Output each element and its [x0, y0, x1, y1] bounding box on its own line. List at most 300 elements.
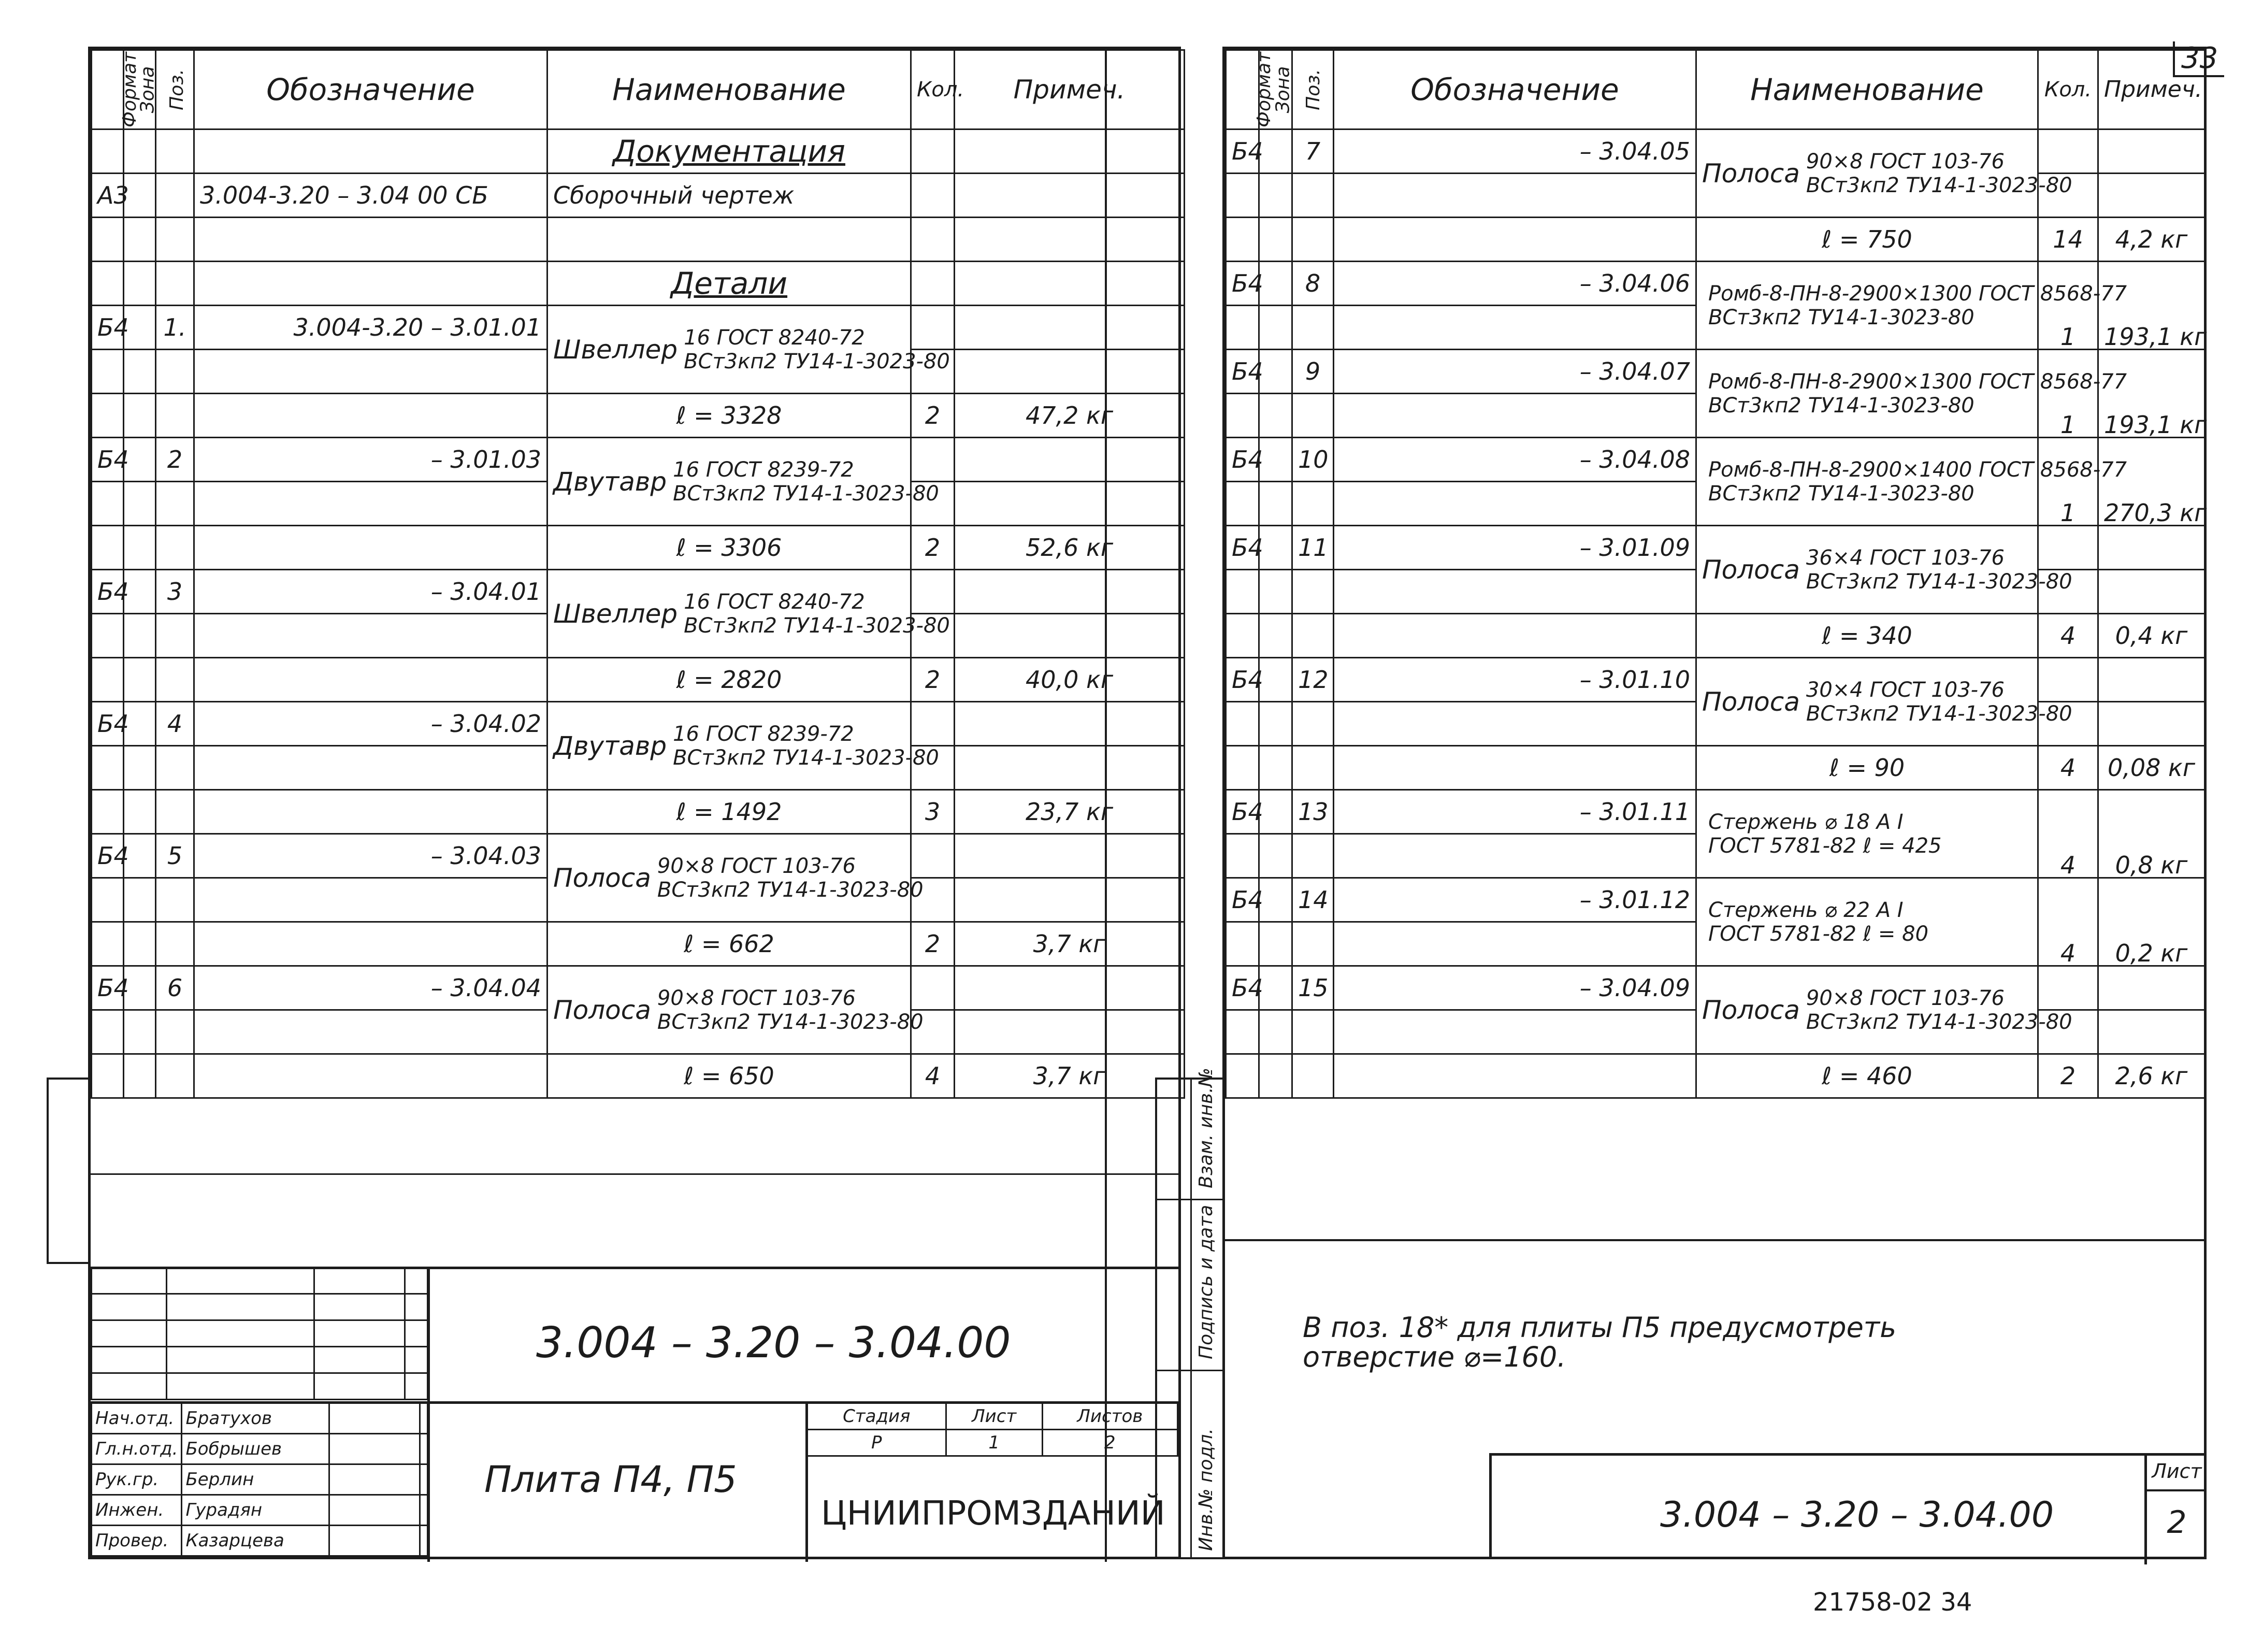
note-cell — [2098, 1010, 2205, 1054]
length-cell: ℓ = 340 — [1696, 614, 2038, 658]
signature-row — [92, 1403, 428, 1434]
format-cell: Б4 — [1226, 262, 1259, 306]
format-cell: Б4 — [92, 438, 124, 482]
sheet-value: 1 — [946, 1430, 1042, 1456]
table-row — [1226, 746, 2205, 790]
length-cell: ℓ = 1492 — [547, 790, 911, 834]
note-cell: 4,2 кг — [2098, 218, 2205, 262]
zone-cell — [1259, 702, 1292, 746]
note-cell — [955, 702, 1185, 746]
designation-cell — [194, 746, 547, 790]
designation-cell — [1334, 218, 1696, 262]
table-row — [1226, 262, 2205, 306]
zone-cell — [1259, 130, 1292, 174]
zone-cell — [124, 394, 156, 438]
table-row — [92, 1054, 1185, 1098]
table-row — [92, 306, 1185, 350]
note-cell — [955, 878, 1185, 922]
zone-cell — [1259, 570, 1292, 614]
table-row — [92, 526, 1185, 570]
format-cell: Б4 — [1226, 350, 1259, 394]
left-title-code: 3.004 – 3.20 – 3.04.00 — [536, 1318, 1011, 1368]
designation-cell: – 3.01.10 — [1334, 658, 1696, 702]
note-line-1: В поз. 18* для плиты П5 предусмотреть — [1303, 1311, 1897, 1344]
zone-cell — [1259, 834, 1292, 878]
zone-cell — [1259, 614, 1292, 658]
item-name: Полоса — [1702, 554, 1800, 585]
designation-cell — [194, 878, 547, 922]
item-spec-2: ВСт3кп2 ТУ14-1-3023-80 — [657, 1010, 924, 1034]
designation-cell — [194, 790, 547, 834]
qty-cell: 4 — [2038, 878, 2098, 966]
name-cell — [1696, 966, 2072, 1054]
name-cell — [1696, 658, 2072, 746]
left-spec-sheet — [88, 47, 1181, 1559]
item-name: Швеллер — [553, 598, 678, 629]
designation-cell — [1334, 1010, 1696, 1054]
designation-cell — [194, 658, 547, 702]
length-cell: ℓ = 3306 — [547, 526, 911, 570]
designation-cell: – 3.04.06 — [1334, 262, 1696, 306]
pos-cell — [1292, 702, 1334, 746]
signature-cell — [329, 1434, 420, 1464]
item-spec-1: 16 ГОСТ 8239-72 — [673, 457, 854, 482]
designation-cell — [1334, 174, 1696, 218]
table-row — [92, 570, 1185, 614]
item-spec-1: 90×8 ГОСТ 103-76 — [657, 854, 856, 878]
pos-cell — [1292, 746, 1334, 790]
surname-cell: Братухов — [182, 1403, 329, 1434]
pos-cell — [1292, 218, 1334, 262]
name-cell — [547, 966, 924, 1054]
pos-cell — [1292, 834, 1334, 878]
format-cell: Б4 — [92, 702, 124, 746]
note-cell: 0,4 кг — [2098, 614, 2205, 658]
format-cell — [92, 746, 124, 790]
pos-cell — [156, 878, 194, 922]
zone-cell — [1259, 438, 1292, 482]
item-spec-2: ВСт3кп2 ТУ14-1-3023-80 — [1806, 701, 2072, 726]
format-cell: Б4 — [1226, 438, 1259, 482]
pos-cell: 7 — [1292, 130, 1334, 174]
zone-cell — [1259, 526, 1292, 570]
zone-cell — [1259, 1010, 1292, 1054]
format-cell: Б4 — [1226, 130, 1259, 174]
length-cell: ℓ = 650 — [547, 1054, 911, 1098]
note-cell — [955, 834, 1185, 878]
format-cell — [92, 790, 124, 834]
format-cell — [1226, 922, 1259, 966]
col-designation: Обозначение — [194, 50, 547, 130]
col-note: Примеч. — [955, 50, 1185, 130]
left-items-body — [92, 306, 1185, 1098]
qty-cell: 14 — [2038, 218, 2098, 262]
item-name: Полоса — [1702, 995, 1800, 1025]
designation-cell — [1334, 394, 1696, 438]
col-designation: Обозначение — [1334, 50, 1696, 130]
designation-cell: – 3.04.07 — [1334, 350, 1696, 394]
qty-cell: 1 — [2038, 350, 2098, 438]
table-header — [92, 50, 1185, 130]
pos-cell — [156, 482, 194, 526]
designation-cell: – 3.01.12 — [1334, 878, 1696, 922]
name-cell — [1696, 438, 2127, 526]
table-row — [1226, 526, 2205, 570]
item-spec-1: 90×8 ГОСТ 103-76 — [657, 986, 856, 1010]
qty-cell: 2 — [911, 922, 955, 966]
table-row — [1226, 1054, 2205, 1098]
role-cell: Инжен. — [92, 1495, 182, 1526]
item-spec-1: 90×8 ГОСТ 103-76 — [1806, 149, 2005, 174]
zone-cell — [1259, 306, 1292, 350]
zone-cell — [1259, 1054, 1292, 1098]
note-cell — [2098, 702, 2205, 746]
pos-cell — [1292, 614, 1334, 658]
item-spec-1: Стержень ⌀ 18 А I — [1708, 810, 1904, 834]
signature-cell — [329, 1464, 420, 1495]
table-row — [92, 922, 1185, 966]
signature-cell — [329, 1495, 420, 1526]
qty-cell: 2 — [911, 526, 955, 570]
zone-cell — [1259, 262, 1292, 306]
right-sheet-label: Лист — [2147, 1453, 2207, 1491]
format-cell — [92, 1010, 124, 1054]
surname-cell: Казарцева — [182, 1526, 329, 1556]
pos-cell: 14 — [1292, 878, 1334, 922]
table-row — [1226, 878, 2205, 922]
signature-row — [92, 1464, 428, 1495]
table-row — [1226, 614, 2205, 658]
format-cell — [1226, 614, 1259, 658]
format-cell: Б4 — [92, 966, 124, 1010]
qty-cell: 4 — [2038, 790, 2098, 878]
item-spec-2: ВСт3кп2 ТУ14-1-3023-80 — [1708, 481, 1974, 506]
zone-cell — [124, 746, 156, 790]
item-spec-2: ВСт3кп2 ТУ14-1-3023-80 — [1806, 1010, 2072, 1034]
col-format: Формат — [1226, 50, 1259, 130]
note-cell — [955, 482, 1185, 526]
designation-cell: 3.004-3.20 – 3.01.01 — [194, 306, 547, 350]
name-cell — [1696, 262, 2127, 350]
plate-title: Плита П4, П5 — [484, 1458, 737, 1501]
qty-cell: 4 — [911, 1054, 955, 1098]
designation-cell: 3.004-3.20 – 3.04 00 СБ — [194, 174, 547, 218]
archive-number: 21758-02 34 — [1813, 1588, 1972, 1617]
designation-cell: – 3.04.03 — [194, 834, 547, 878]
length-cell: ℓ = 3328 — [547, 394, 911, 438]
role-cell: Нач.отд. — [92, 1403, 182, 1434]
designation-cell: – 3.04.05 — [1334, 130, 1696, 174]
qty-cell: 4 — [2038, 746, 2098, 790]
stage-label: Стадия — [808, 1403, 946, 1430]
pos-cell: 5 — [156, 834, 194, 878]
left-empty-area — [91, 1173, 1178, 1268]
note-cell: 23,7 кг — [955, 790, 1185, 834]
item-spec-2: ВСт3кп2 ТУ14-1-3023-80 — [1806, 173, 2072, 197]
name-cell — [1696, 350, 2127, 438]
pos-cell: 15 — [1292, 966, 1334, 1010]
col-pos: Поз. — [1292, 50, 1334, 130]
right-items-body — [1226, 130, 2205, 1098]
table-row — [1226, 438, 2205, 482]
item-spec-2: ВСт3кп2 ТУ14-1-3023-80 — [1708, 393, 1974, 418]
format-cell — [92, 658, 124, 702]
right-spec-table — [1225, 49, 2206, 1099]
name-cell: Сборочный чертеж — [547, 174, 911, 218]
note-cell: 40,0 кг — [955, 658, 1185, 702]
format-cell — [92, 394, 124, 438]
right-note-area — [1225, 1239, 2204, 1241]
section-details: Детали — [547, 262, 911, 306]
note-cell — [2098, 174, 2205, 218]
col-zone: Зона — [124, 50, 156, 130]
item-spec-1: 30×4 ГОСТ 103-76 — [1806, 678, 2005, 702]
zone-cell — [124, 526, 156, 570]
designation-cell — [1334, 614, 1696, 658]
designation-cell: – 3.01.09 — [1334, 526, 1696, 570]
note-cell — [2098, 570, 2205, 614]
format-cell — [1226, 570, 1259, 614]
role-cell: Провер. — [92, 1526, 182, 1556]
note-cell — [955, 350, 1185, 394]
format-cell — [92, 614, 124, 658]
sheets-label: Листов — [1042, 1403, 1177, 1430]
item-spec-1: 36×4 ГОСТ 103-76 — [1806, 545, 2005, 570]
signature-row — [92, 1434, 428, 1464]
designation-cell: – 3.04.02 — [194, 702, 547, 746]
note-cell: 270,3 кг — [2098, 438, 2205, 526]
designation-cell — [194, 1054, 547, 1098]
signature-row — [92, 1526, 428, 1556]
format-cell: Б4 — [92, 834, 124, 878]
designation-cell — [194, 526, 547, 570]
item-name: Полоса — [553, 863, 651, 893]
zone-cell — [1259, 658, 1292, 702]
zone-cell — [124, 922, 156, 966]
signature-cell — [329, 1403, 420, 1434]
table-row — [92, 394, 1185, 438]
table-row — [92, 966, 1185, 1010]
name-cell — [1696, 878, 2038, 966]
roles-list — [91, 1402, 428, 1557]
note-cell: 47,2 кг — [955, 394, 1185, 438]
note-cell — [955, 570, 1185, 614]
format-cell — [1226, 218, 1259, 262]
signature-row — [92, 1495, 428, 1526]
length-cell: ℓ = 662 — [547, 922, 911, 966]
stamp-podpis: Подпись и дата — [1195, 1204, 1217, 1359]
zone-cell — [1259, 394, 1292, 438]
stage-value: Р — [808, 1430, 946, 1456]
qty-cell: 3 — [911, 790, 955, 834]
pos-cell: 11 — [1292, 526, 1334, 570]
designation-cell — [194, 1010, 547, 1054]
pos-cell — [1292, 482, 1334, 526]
designation-cell: – 3.04.09 — [1334, 966, 1696, 1010]
right-binding-strip — [1155, 1068, 1222, 1559]
pos-cell — [1292, 306, 1334, 350]
note-cell — [2098, 966, 2205, 1010]
note-cell — [2098, 526, 2205, 570]
item-spec-2: ВСт3кп2 ТУ14-1-3023-80 — [1708, 305, 1974, 329]
right-sheet-value: 2 — [2167, 1504, 2187, 1541]
table-header — [1226, 50, 2205, 130]
item-spec-2: ВСт3кп2 ТУ14-1-3023-80 — [1806, 569, 2072, 594]
note-cell: 0,8 кг — [2098, 790, 2205, 878]
section-row — [92, 130, 1185, 174]
pos-cell — [1292, 1010, 1334, 1054]
item-spec-2: ВСт3кп2 ТУ14-1-3023-80 — [657, 878, 924, 902]
format-cell: Б4 — [92, 306, 124, 350]
zone-cell — [124, 482, 156, 526]
item-name: Двутавр — [553, 730, 667, 761]
note-cell: 193,1 кг — [2098, 262, 2205, 350]
zone-cell — [1259, 174, 1292, 218]
note-cell: 0,08 кг — [2098, 746, 2205, 790]
pos-cell — [156, 922, 194, 966]
note-cell: 0,2 кг — [2098, 878, 2205, 966]
table-row — [1226, 790, 2205, 834]
date-cell — [420, 1526, 428, 1556]
pos-cell — [156, 350, 194, 394]
designation-cell — [194, 482, 547, 526]
format-cell: Б4 — [1226, 526, 1259, 570]
format-cell — [92, 922, 124, 966]
surname-cell: Берлин — [182, 1464, 329, 1495]
zone-cell — [1259, 482, 1292, 526]
pos-cell: 6 — [156, 966, 194, 1010]
format-cell: Б4 — [92, 570, 124, 614]
col-zone: Зона — [1259, 50, 1292, 130]
pos-cell — [156, 1054, 194, 1098]
format-cell — [1226, 746, 1259, 790]
table-row — [92, 834, 1185, 878]
item-spec-1: Ромб-8-ПН-8-2900×1400 ГОСТ 8568-77 — [1708, 457, 2127, 482]
table-row — [1226, 218, 2205, 262]
pos-cell: 12 — [1292, 658, 1334, 702]
name-cell — [547, 834, 924, 922]
length-cell: ℓ = 750 — [1696, 218, 2038, 262]
table-row — [92, 174, 1185, 218]
name-cell — [547, 570, 950, 658]
item-name: Полоса — [553, 995, 651, 1025]
col-qty: Кол. — [2038, 50, 2098, 130]
pos-cell: 1. — [156, 306, 194, 350]
item-name: Двутавр — [553, 466, 667, 497]
name-cell — [1696, 526, 2072, 614]
note-line-2: отверстие ⌀=160. — [1303, 1341, 1566, 1373]
qty-cell: 2 — [911, 658, 955, 702]
designation-cell — [1334, 570, 1696, 614]
pos-cell — [1292, 394, 1334, 438]
sheets-value: 2 — [1042, 1430, 1177, 1456]
pos-cell: 2 — [156, 438, 194, 482]
item-name: Полоса — [1702, 158, 1800, 189]
note-cell — [2098, 130, 2205, 174]
designation-cell: – 3.04.01 — [194, 570, 547, 614]
qty-cell: 1 — [2038, 438, 2098, 526]
item-spec-1: 16 ГОСТ 8240-72 — [684, 325, 865, 350]
designation-cell — [1334, 1054, 1696, 1098]
pos-cell — [156, 394, 194, 438]
note-cell — [955, 438, 1185, 482]
section-row — [92, 262, 1185, 306]
designation-cell — [1334, 306, 1696, 350]
surname-cell: Бобрышев — [182, 1434, 329, 1464]
designation-cell: – 3.04.04 — [194, 966, 547, 1010]
format-cell: А3 — [92, 174, 124, 218]
item-name: Швеллер — [553, 334, 678, 365]
note-cell: 3,7 кг — [955, 1054, 1185, 1098]
item-spec-1: 16 ГОСТ 8240-72 — [684, 590, 865, 614]
col-name: Наименование — [1696, 50, 2038, 130]
section-documentation: Документация — [547, 130, 911, 174]
pos-cell: 8 — [1292, 262, 1334, 306]
table-row — [1226, 966, 2205, 1010]
left-spec-table — [91, 49, 1185, 1099]
date-cell — [420, 1403, 428, 1434]
designation-cell — [194, 922, 547, 966]
format-cell — [92, 482, 124, 526]
item-spec-1: Ромб-8-ПН-8-2900×1300 ГОСТ 8568-77 — [1708, 281, 2127, 306]
name-cell — [547, 438, 939, 526]
col-qty: Кол. — [911, 50, 955, 130]
format-cell: Б4 — [1226, 878, 1259, 922]
table-row — [1226, 130, 2205, 174]
name-cell — [547, 306, 950, 394]
item-spec-1: 90×8 ГОСТ 103-76 — [1806, 986, 2005, 1010]
format-cell — [92, 1054, 124, 1098]
item-spec-1: 16 ГОСТ 8239-72 — [673, 722, 854, 746]
right-sheet-box — [2144, 1453, 2207, 1564]
designation-cell — [1334, 482, 1696, 526]
item-spec-1: Ромб-8-ПН-8-2900×1300 ГОСТ 8568-77 — [1708, 369, 2127, 394]
zone-cell — [124, 614, 156, 658]
note-cell: 2,6 кг — [2098, 1054, 2205, 1098]
note-cell — [955, 1010, 1185, 1054]
zone-cell — [1259, 878, 1292, 922]
note-cell — [955, 746, 1185, 790]
designation-cell — [194, 350, 547, 394]
format-cell — [1226, 394, 1259, 438]
stamp-inv-podl: Инв.№ подл. — [1195, 1428, 1217, 1551]
format-cell — [92, 526, 124, 570]
format-cell: Б4 — [1226, 790, 1259, 834]
surname-cell: Гурадян — [182, 1495, 329, 1526]
pos-cell — [1292, 570, 1334, 614]
item-spec-1: Стержень ⌀ 22 А I — [1708, 898, 1904, 922]
qty-cell: 2 — [2038, 1054, 2098, 1098]
pos-cell — [156, 790, 194, 834]
role-cell: Гл.н.отд. — [92, 1434, 182, 1464]
table-row — [92, 438, 1185, 482]
sheet-label: Лист — [946, 1403, 1042, 1430]
designation-cell — [1334, 746, 1696, 790]
role-cell: Рук.гр. — [92, 1464, 182, 1495]
date-cell — [420, 1495, 428, 1526]
zone-cell — [1259, 350, 1292, 394]
item-name: Полоса — [1702, 686, 1800, 717]
format-cell — [1226, 702, 1259, 746]
pos-cell: 13 — [1292, 790, 1334, 834]
table-row — [1226, 350, 2205, 394]
col-pos: Поз. — [156, 50, 194, 130]
roles-table — [91, 1267, 428, 1400]
pos-cell: 3 — [156, 570, 194, 614]
designation-cell — [194, 394, 547, 438]
pos-cell: 9 — [1292, 350, 1334, 394]
note-cell: 193,1 кг — [2098, 350, 2205, 438]
